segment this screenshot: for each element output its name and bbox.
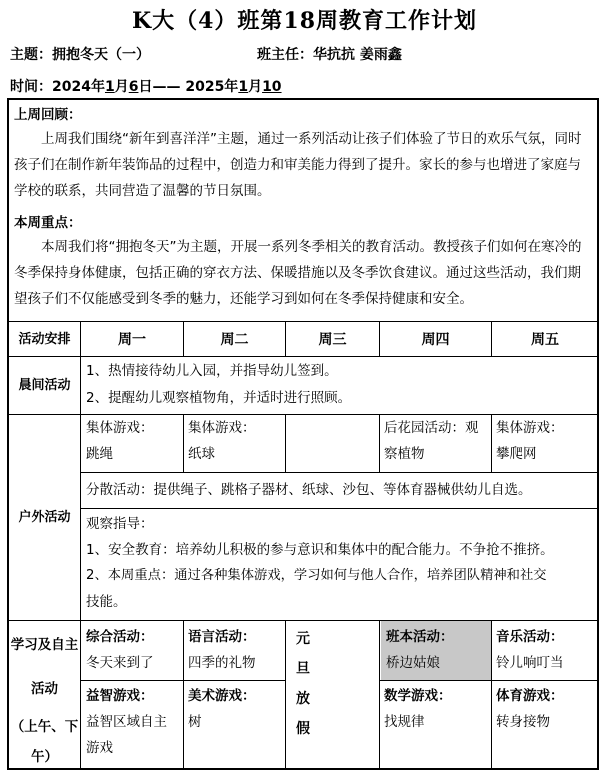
day-header-mon: 周一 [118, 332, 146, 348]
activity-title: 音乐活动： [496, 629, 564, 645]
activity-title: 体育游戏： [496, 688, 564, 704]
time-start-month: 1 [104, 79, 115, 95]
activity-title: 数学游戏： [384, 688, 452, 704]
holiday-char: 放 [296, 691, 310, 707]
outdoor-game-tue [188, 415, 284, 467]
grid-line [379, 620, 380, 768]
guidance-item: 1、安全教育：培养幼儿积极的参与意识和集体中的配合能力。不争抢不推挤。 [86, 542, 554, 558]
page-title: K大（4）班第18周教育工作计划 [131, 8, 478, 34]
day-header-thu: 周四 [421, 332, 450, 348]
game-name: 跳绳 [86, 446, 113, 462]
holiday-cell [288, 624, 318, 744]
teacher-info [257, 44, 402, 64]
review-title: 上周回顾： [14, 107, 82, 123]
game-name: 纸球 [188, 446, 215, 462]
activity-title: 班本活动： [386, 629, 454, 645]
holiday-char: 假 [296, 721, 310, 737]
activity-name: 桥边姑娘 [386, 655, 440, 671]
holiday-char: 旦 [296, 661, 310, 677]
activity-name: 冬天来到了 [86, 655, 154, 671]
time-row [10, 76, 282, 96]
teacher-label: 班主任： [257, 47, 313, 63]
outdoor-label: 户外活动 [18, 510, 71, 525]
focus-section [10, 212, 598, 312]
outdoor-game-thu [384, 415, 490, 467]
morning-item: 1、热情接待幼儿入园，并指导幼儿签到。 [86, 363, 338, 379]
outdoor-game-fri [496, 415, 597, 467]
grid-line [183, 414, 184, 472]
morning-label: 晨间活动 [18, 378, 71, 393]
day-header-wed: 周三 [318, 332, 347, 348]
time-start-day: 6 [128, 79, 139, 95]
grid-line [379, 414, 380, 472]
focus-text: 本周我们将“拥抱冬天”为主题，开展一系列冬季相关的教育活动。教授孩子们如何在寒冷的冬季保持身体健康，包括正确的穿衣方法、保暖措施以及冬季饮食建议。通过这些活动，我们期望孩子们不仅能感受到冬季的魅力，还能学习到如何在冬季保持健康和安全。 [14, 239, 582, 307]
schedule-header-label: 活动安排 [18, 332, 71, 347]
learning-cell-thu-1 [381, 621, 491, 680]
grid-line [80, 508, 598, 509]
activity-name: 树 [188, 714, 202, 730]
game-type: 集体游戏： [496, 420, 564, 436]
time-end-year: 2025年 [185, 79, 239, 95]
outdoor-game-mon [86, 415, 182, 467]
grid-line [80, 472, 598, 473]
theme-label: 主题： [10, 47, 52, 63]
time-end-month: 1 [238, 79, 249, 95]
holiday-char: 元 [296, 631, 310, 647]
activity-title: 语言活动： [188, 629, 256, 645]
activity-name: 益智区域自主 [86, 714, 167, 730]
review-text: 上周我们围绕“新年到喜洋洋”主题，通过一系列活动让孩子们体验了节日的欢乐气氛，同时孩子们在制作新年装饰品的过程中，创造力和审美能力得到了提升。家长的参与也增进了家庭与学校的联系，共同营造了温馨的节日氛围。 [14, 131, 582, 199]
grid-line [285, 620, 286, 768]
time-month-suffix-2: 月 [248, 79, 263, 95]
guidance-item: 技能。 [86, 594, 127, 610]
game-name: 攀爬网 [496, 446, 537, 462]
guidance-item: 2、本周重点：通过各种集体游戏，学习如何与他人合作，培养团队精神和社交 [86, 568, 547, 583]
learning-label-line: （上午、下 [10, 719, 79, 735]
time-start-year: 2024年 [52, 79, 105, 95]
learning-cell-tue-2 [188, 683, 284, 735]
morning-item: 2、提醒幼儿观察植物角，并适时进行照顾。 [86, 390, 352, 406]
activity-title: 益智游戏： [86, 688, 154, 704]
learning-label-line: 活动 [31, 681, 58, 697]
learning-cell-thu-2 [384, 683, 490, 735]
time-label: 时间： [10, 79, 52, 95]
guidance-title: 观察指导： [86, 516, 154, 532]
activity-name: 四季的礼物 [188, 655, 256, 671]
activity-name: 铃儿响叮当 [496, 655, 564, 671]
grid-line [9, 356, 598, 357]
learning-label [9, 630, 80, 772]
learning-cell-fri-2 [496, 683, 597, 735]
grid-line [491, 620, 492, 768]
time-end-day: 10 [262, 79, 282, 95]
grid-line [9, 620, 598, 621]
grid-line [285, 414, 286, 472]
activity-title: 美术游戏： [188, 688, 256, 704]
learning-cell-mon-1 [86, 624, 182, 676]
learning-cell-mon-2 [86, 683, 182, 761]
activity-title: 综合活动： [86, 629, 154, 645]
time-month-suffix-1: 月 [114, 79, 129, 95]
grid-line [80, 321, 81, 768]
game-name: 察植物 [384, 446, 425, 462]
guidance-block [86, 511, 596, 615]
game-type: 集体游戏： [188, 420, 256, 436]
learning-cell-tue-1 [188, 624, 284, 676]
theme-row [10, 44, 402, 64]
activity-name: 游戏 [86, 740, 113, 756]
time-sep: 日—— [138, 79, 186, 95]
learning-cell-fri-1 [496, 624, 597, 676]
review-section [10, 104, 598, 204]
game-type: 后花园活动：观 [384, 420, 479, 436]
activity-name: 找规律 [384, 714, 425, 730]
grid-line [491, 414, 492, 472]
game-type: 集体游戏： [86, 420, 154, 436]
focus-title: 本周重点： [14, 215, 82, 231]
teacher-names: 华抗抗 姜雨鑫 [313, 47, 402, 63]
grid-line [183, 620, 184, 768]
theme-value: 拥抱冬天（一） [52, 47, 150, 63]
grid-line [379, 680, 598, 681]
learning-label-line: 学习及自主 [10, 637, 79, 653]
day-header-fri: 周五 [531, 332, 559, 348]
activity-name: 转身接物 [496, 714, 550, 730]
learning-label-line: 午） [31, 749, 58, 765]
scattered-activity: 分散活动：提供绳子、跳格子器材、纸球、沙包、等体育器械供幼儿自选。 [86, 482, 532, 498]
day-header-tue: 周二 [220, 332, 249, 348]
